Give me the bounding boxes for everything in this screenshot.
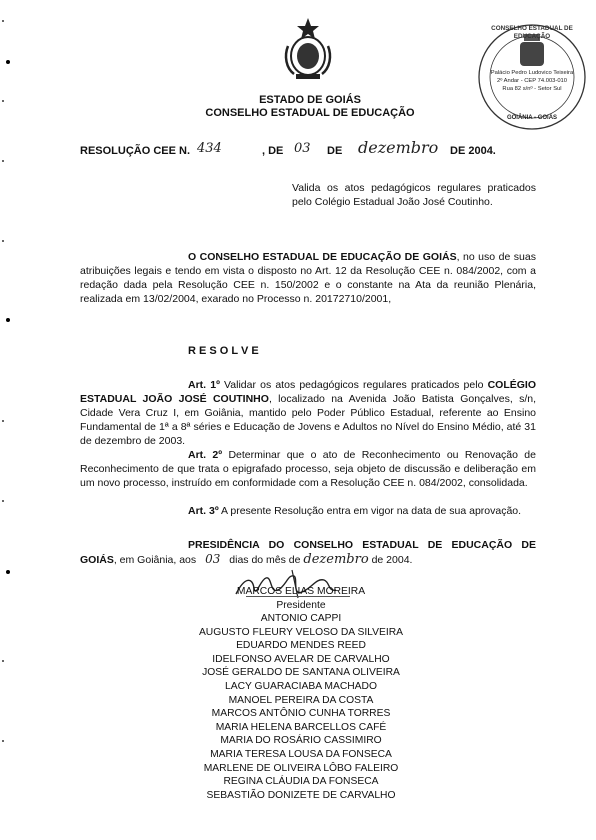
- resolution-day: 03: [294, 141, 311, 156]
- stamp-line: Palácio Pedro Ludovico Teixeira: [490, 70, 574, 76]
- resolution-label: RESOLUÇÃO CEE N.: [80, 145, 191, 157]
- article-3: [80, 504, 536, 518]
- article-1-text-a: Validar os atos pedagógicos regulares praticados pelo: [219, 379, 488, 391]
- margin-tick: [2, 660, 4, 662]
- member-name: SEBASTIÃO DONIZETE DE CARVALHO: [206, 789, 396, 801]
- resolution-year: DE 2004.: [450, 145, 496, 157]
- member-name: ANTONIO CAPPI: [260, 613, 342, 624]
- member-name: REGINA CLÁUDIA DA FONSECA: [223, 776, 379, 788]
- summary: Valida os atos pedagógicos regulares praticados pelo Colégio Estadual João José Coutinho.: [292, 182, 536, 208]
- stamp-bottom-text: GOIÂNIA - GOIÁS: [506, 115, 558, 121]
- stamp-line: 2º Andar - CEP 74.003-010: [496, 78, 567, 84]
- closing-text-2: dias do mês de: [229, 554, 301, 566]
- member-name: EDUARDO MENDES REED: [236, 640, 366, 652]
- resolution-de-1: , DE: [262, 145, 284, 157]
- president-title: Presidente: [276, 599, 326, 611]
- punch-hole-mark: [6, 60, 10, 64]
- member-name: MANOEL PEREIRA DA COSTA: [228, 694, 374, 706]
- closing-presidency: PRESIDÊNCIA DO CONSELHO ESTADUAL DE EDUCAÇÃO DE GOIÁS: [80, 539, 536, 566]
- president-block: [196, 585, 406, 612]
- article-1-text-b: , localizado na Avenida João Batista Gonçalves, s/n, Cidade Vera Cruz I, em Goiânia, mantido pelo Poder Público Estadual, referente ao Ensino Fundamental de 1ª a 8ª séries e Educação de Jovens e Adultos no Nível do Ensino Médio, até 31 de dezembro de 2003.: [80, 393, 536, 447]
- member-name: MARIA DO ROSÁRIO CASSIMIRO: [220, 735, 382, 747]
- article-2: [80, 448, 536, 490]
- official-stamp: [476, 22, 588, 132]
- article-1-label: Art. 1º: [188, 379, 220, 391]
- margin-tick: [2, 20, 4, 22]
- member-name: IDELFONSO AVELAR DE CARVALHO: [212, 653, 390, 665]
- punch-hole-mark: [6, 318, 10, 322]
- member-name: MARIA TERESA LOUSA DA FONSECA: [210, 748, 392, 760]
- margin-tick: [2, 420, 4, 422]
- punch-hole-mark: [6, 570, 10, 574]
- resolution-number: 434: [197, 141, 222, 156]
- closing-day: 03: [205, 552, 221, 566]
- member-name: MARCOS ANTÔNIO CUNHA TORRES: [211, 708, 391, 720]
- coat-of-arms-icon: [282, 16, 334, 82]
- header-state: ESTADO DE GOIÁS: [259, 94, 361, 106]
- stamp-ring-text: CONSELHO ESTADUAL DE EDUCAÇÃO: [491, 25, 573, 40]
- article-3-label: Art. 3º: [188, 505, 219, 517]
- member-name: AUGUSTO FLEURY VELOSO DA SILVEIRA: [198, 626, 404, 638]
- margin-tick: [2, 100, 4, 102]
- closing: [80, 538, 536, 567]
- member-name: JOSÉ GERALDO DE SANTANA OLIVEIRA: [202, 667, 400, 679]
- council-members-list: [150, 612, 452, 802]
- resolution-month: dezembro: [358, 138, 439, 157]
- margin-tick: [2, 160, 4, 162]
- article-1: [80, 378, 536, 448]
- margin-tick: [2, 240, 4, 242]
- article-3-text: A presente Resolução entra em vigor na data de sua aprovação.: [218, 505, 522, 517]
- article-2-text: Determinar que o ato de Reconhecimento ou Renovação de Reconhecimento de que trata o epigrafado processo, seja objeto de discussão e deliberação em um novo processo, instruído em conformidade com a Resolução CEE n. 084/2002, consolidada.: [80, 449, 536, 489]
- closing-text-3: de 2004.: [371, 554, 413, 566]
- resolution-de-2: DE: [327, 145, 343, 157]
- closing-text-1: , em Goiânia, aos: [113, 554, 197, 566]
- member-name: MARIA HELENA BARCELLOS CAFÉ: [215, 721, 387, 733]
- closing-month: dezembro: [303, 552, 369, 567]
- preamble-council-name: O CONSELHO ESTADUAL DE EDUCAÇÃO DE GOIÁS: [188, 251, 457, 263]
- preamble-text: , no uso de suas atribuições legais e tendo em vista o disposto no Art. 12 da Resolução CEE n. 084/2002, com a redação dada pela Resolução CEE n. 150/2002 e o constante na Ata da reunião Plenária, realizada em 13/02/2004, exarado no Processo n. 20172710/2001,: [80, 251, 536, 305]
- member-name: MARLENE DE OLIVEIRA LÔBO FALEIRO: [203, 762, 399, 774]
- article-2-label: Art. 2º: [188, 449, 223, 461]
- margin-tick: [2, 500, 4, 502]
- stamp-line: Rua 82 s/nº - Setor Sul: [502, 86, 562, 92]
- header-council: CONSELHO ESTADUAL DE EDUCAÇÃO: [205, 107, 415, 119]
- president-name: MARCOS ELIAS MOREIRA: [236, 586, 366, 597]
- member-name: LACY GUARACIABA MACHADO: [224, 680, 377, 692]
- preamble: [80, 250, 536, 306]
- article-1-school: COLÉGIO ESTADUAL JOÃO JOSÉ COUTINHO: [80, 379, 536, 405]
- margin-tick: [2, 740, 4, 742]
- resolve-heading: R E S O L V E: [188, 345, 259, 357]
